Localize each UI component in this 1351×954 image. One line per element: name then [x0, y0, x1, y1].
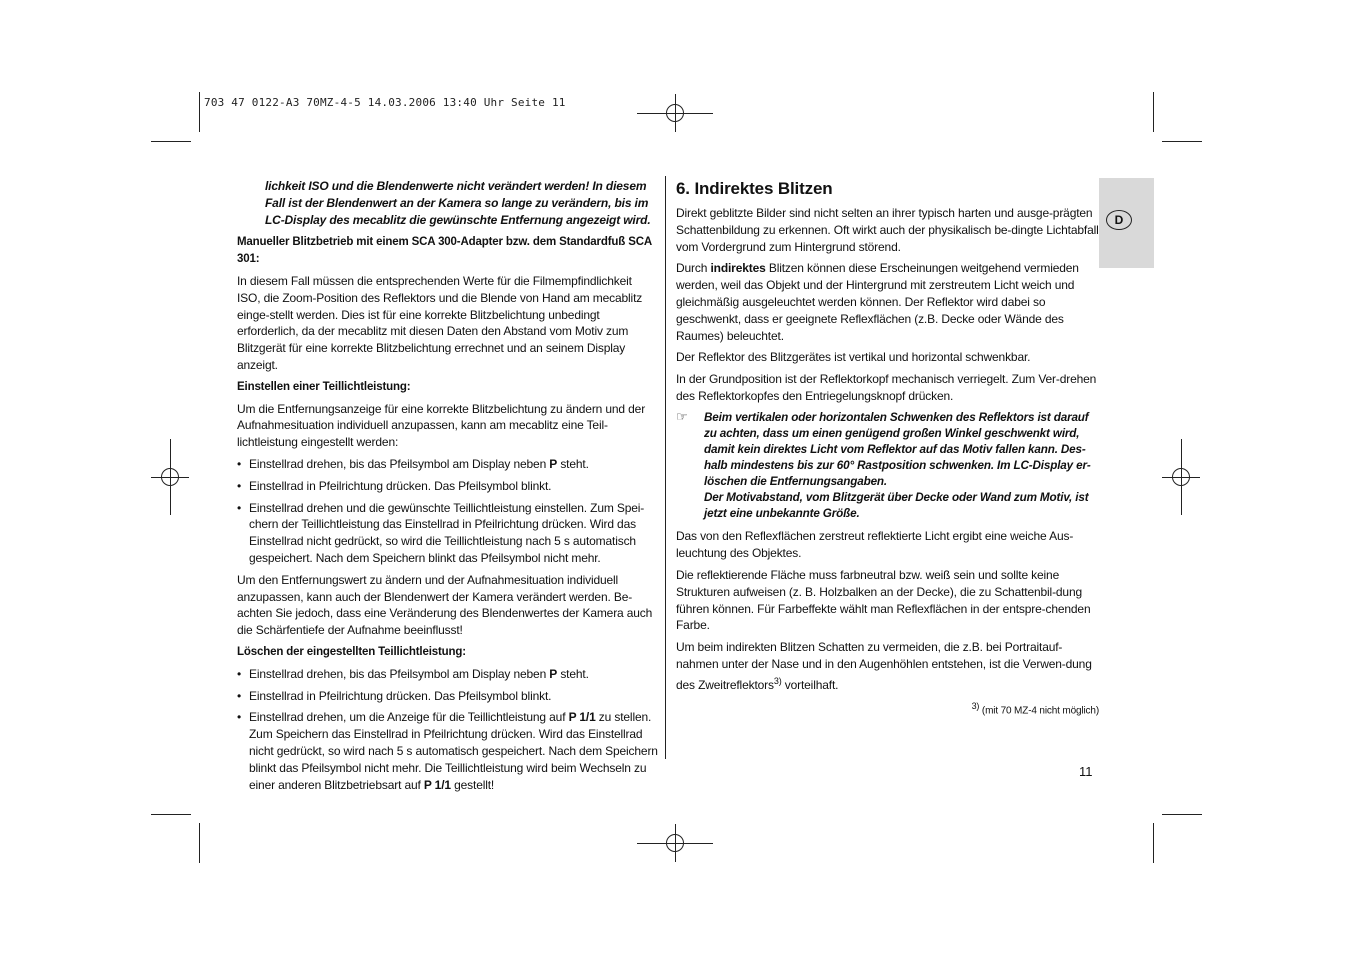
crop-mark: [151, 141, 191, 142]
crop-mark: [151, 814, 191, 815]
crop-mark: [199, 92, 200, 132]
language-tab: [1099, 178, 1154, 268]
language-badge: D: [1106, 210, 1132, 230]
paragraph: Durch indirektes Blitzen können diese Erscheinungen weitgehend vermieden werden, weil das Objekt und der Hintergrund mit zerstreutem Licht weich und gleichmäßig ausgeleuchtet werden können. Der Reflektor wird dabei so geschwenkt, dass er geeignete Reflexflächen (z.B. Decke oder Wände des Raumes) beleuchtet.: [676, 261, 1079, 343]
steps-set-partial-power: [237, 456, 658, 567]
list-item: • Einstellrad in Pfeilrichtung drücken. Das Pfeilsymbol blinkt.: [237, 688, 658, 705]
note-text: Der Motivabstand, vom Blitzgerät über Decke oder Wand zum Motiv, ist jetzt eine unbekannte Größe.: [704, 491, 1089, 521]
steps-delete-partial-power: [237, 666, 658, 794]
note-text: Beim vertikalen oder horizontalen Schwenken des Reflektors ist darauf zu achten, dass um einen genügend großen Winkel geschwenkt wird, damit kein direktes Licht vom Reflektor auf das Motiv fallen kann. Des-halb mindestens bis zur 60° Rastposition schwenken. Im LC-Display er-löschen die Entfernungsangaben.: [704, 410, 1091, 489]
left-column: [237, 178, 658, 798]
paragraph: Die reflektierende Fläche muss farbneutral bzw. weiß sein und sollte keine Strukturen aufweisen (z. B. Holzbalken an der Decke), die zu Schattenbil-dung führen können. Für Farbeffekte wählt man Reflexflächen in der entspre-chenden Farbe.: [676, 568, 1091, 633]
list-item: • Einstellrad drehen, um die Anzeige für die Teillichtleistung auf P 1/1 zu stellen. Zum Speichern das Einstellrad in Pfeilrichtung drücken. Wird das Einstellrad nicht gedrückt, so wird nach 5 s automatisch gespeichert. Nach dem Speichern blinkt das Pfeilsymbol nicht mehr. Die Teillichtleistung wird beim Wechseln zu einer anderen Blitzbetriebsart auf P 1/1 gestellt!: [237, 709, 658, 793]
footnote: $^{3)}$ (mit 70 MZ-4 nicht möglich): [971, 700, 1099, 716]
heading-partial-power: Einstellen einer Teillichtleistung:: [237, 380, 411, 393]
list-item: • Einstellrad drehen und die gewünschte Teillichtleistung einstellen. Zum Spei-chern der Teillichtleistung das Einstellrad in Pfeilrichtung drücken. Wird das Einstellrad nicht gedrückt, so wird die Teillichtleistung nach 5 s automatisch gespeichert. Nach dem Speichern blinkt das Pfeilsymbol nicht mehr.: [237, 500, 658, 567]
page-number: 11: [1079, 764, 1093, 779]
list-item: • Einstellrad in Pfeilrichtung drücken. Das Pfeilsymbol blinkt.: [237, 478, 658, 495]
paragraph: In der Grundposition ist der Reflektorkopf mechanisch verriegelt. Zum Ver-drehen des Reflektorkopfes den Entriegelungsknopf drücken.: [676, 372, 1097, 403]
list-item: • Einstellrad drehen, bis das Pfeilsymbol am Display neben P steht.: [237, 666, 658, 683]
right-column: [676, 178, 1099, 718]
intro-italic: lichkeit ISO und die Blendenwerte nicht verändert werden! In diesem Fall ist der Blendenwert an der Kamera so lange zu verändern, bis im LC-Display des mecablitz die gewünschte Entfernung angezeigt wird.: [265, 179, 651, 227]
paragraph-manual-mode: In diesem Fall müssen die entsprechenden Werte für die Filmempfindlichkeit ISO, die Zoom-Position des Reflektors und die Blende von Hand am mecablitz einge-stellt werden. Dies ist für eine korrekte Blitzbelichtung unbedingt erforderlich, da der mecablitz mit diesen Daten den Abstand vom Motiv zum Blitzgerät für eine korrekte Blitzbelichtung errechnet und an seinem Display anzeigt.: [237, 273, 643, 372]
crop-mark: [1153, 92, 1154, 132]
list-item: • Einstellrad drehen, bis das Pfeilsymbol am Display neben P steht.: [237, 456, 658, 473]
crop-mark: [1153, 823, 1154, 863]
heading-manual-mode: Manueller Blitzbetrieb mit einem SCA 300-Adapter bzw. dem Standardfuß SCA 301:: [237, 236, 652, 266]
crop-mark: [1162, 814, 1202, 815]
column-divider: [665, 176, 666, 759]
crop-mark: [199, 823, 200, 863]
note-block: [676, 410, 1099, 523]
print-slug: 703 47 0122-A3 70MZ-4-5 14.03.2006 13:40 Uhr Seite 11: [204, 96, 566, 109]
paragraph: Direkt geblitzte Bilder sind nicht selten an ihrer typisch harten und ausge-prägten Schattenbildung zu erkennen. Oft wirkt auch der physikalisch be-dingte Lichtabfall vom Vordergrund zum Hintergrund störend.: [676, 206, 1099, 254]
crop-mark: [1162, 141, 1202, 142]
paragraph: Das von den Reflexflächen zerstreut reflektierte Licht ergibt eine weiche Aus-leuchtung des Objektes.: [676, 529, 1074, 561]
paragraph: Der Reflektor des Blitzgerätes ist vertikal und horizontal schwenkbar.: [676, 350, 1031, 365]
section-heading: 6. Indirektes Blitzen: [676, 179, 833, 198]
paragraph-distance: Um den Entfernungswert zu ändern und der Aufnahmesituation individuell anzupassen, kann auch der Blendenwert der Kamera verändert werden. Be-achten Sie jedoch, dass eine Veränderung des Blendenwertes der Kamera auch die Schärfentiefe der Aufnahme beeinflusst!: [237, 572, 653, 638]
heading-delete-partial-power: Löschen der eingestellten Teillichtleistung:: [237, 645, 466, 658]
pointing-hand-icon: ☞: [676, 408, 688, 424]
paragraph: Um beim indirekten Blitzen Schatten zu vermeiden, die z.B. bei Portraitauf-nahmen unter der Nase und in den Augenhöhlen entstehen, ist die Verwen-dung des Zweitreflektors$^{3)}$ vorteilhaft.: [676, 640, 1092, 692]
paragraph-partial-power: Um die Entfernungsanzeige für eine korrekte Blitzbelichtung zu ändern und der Aufnahmesituation individuell anzupassen, kann am mecablitz eine Teil-lichtleistung eingestellt werden:: [237, 401, 646, 450]
